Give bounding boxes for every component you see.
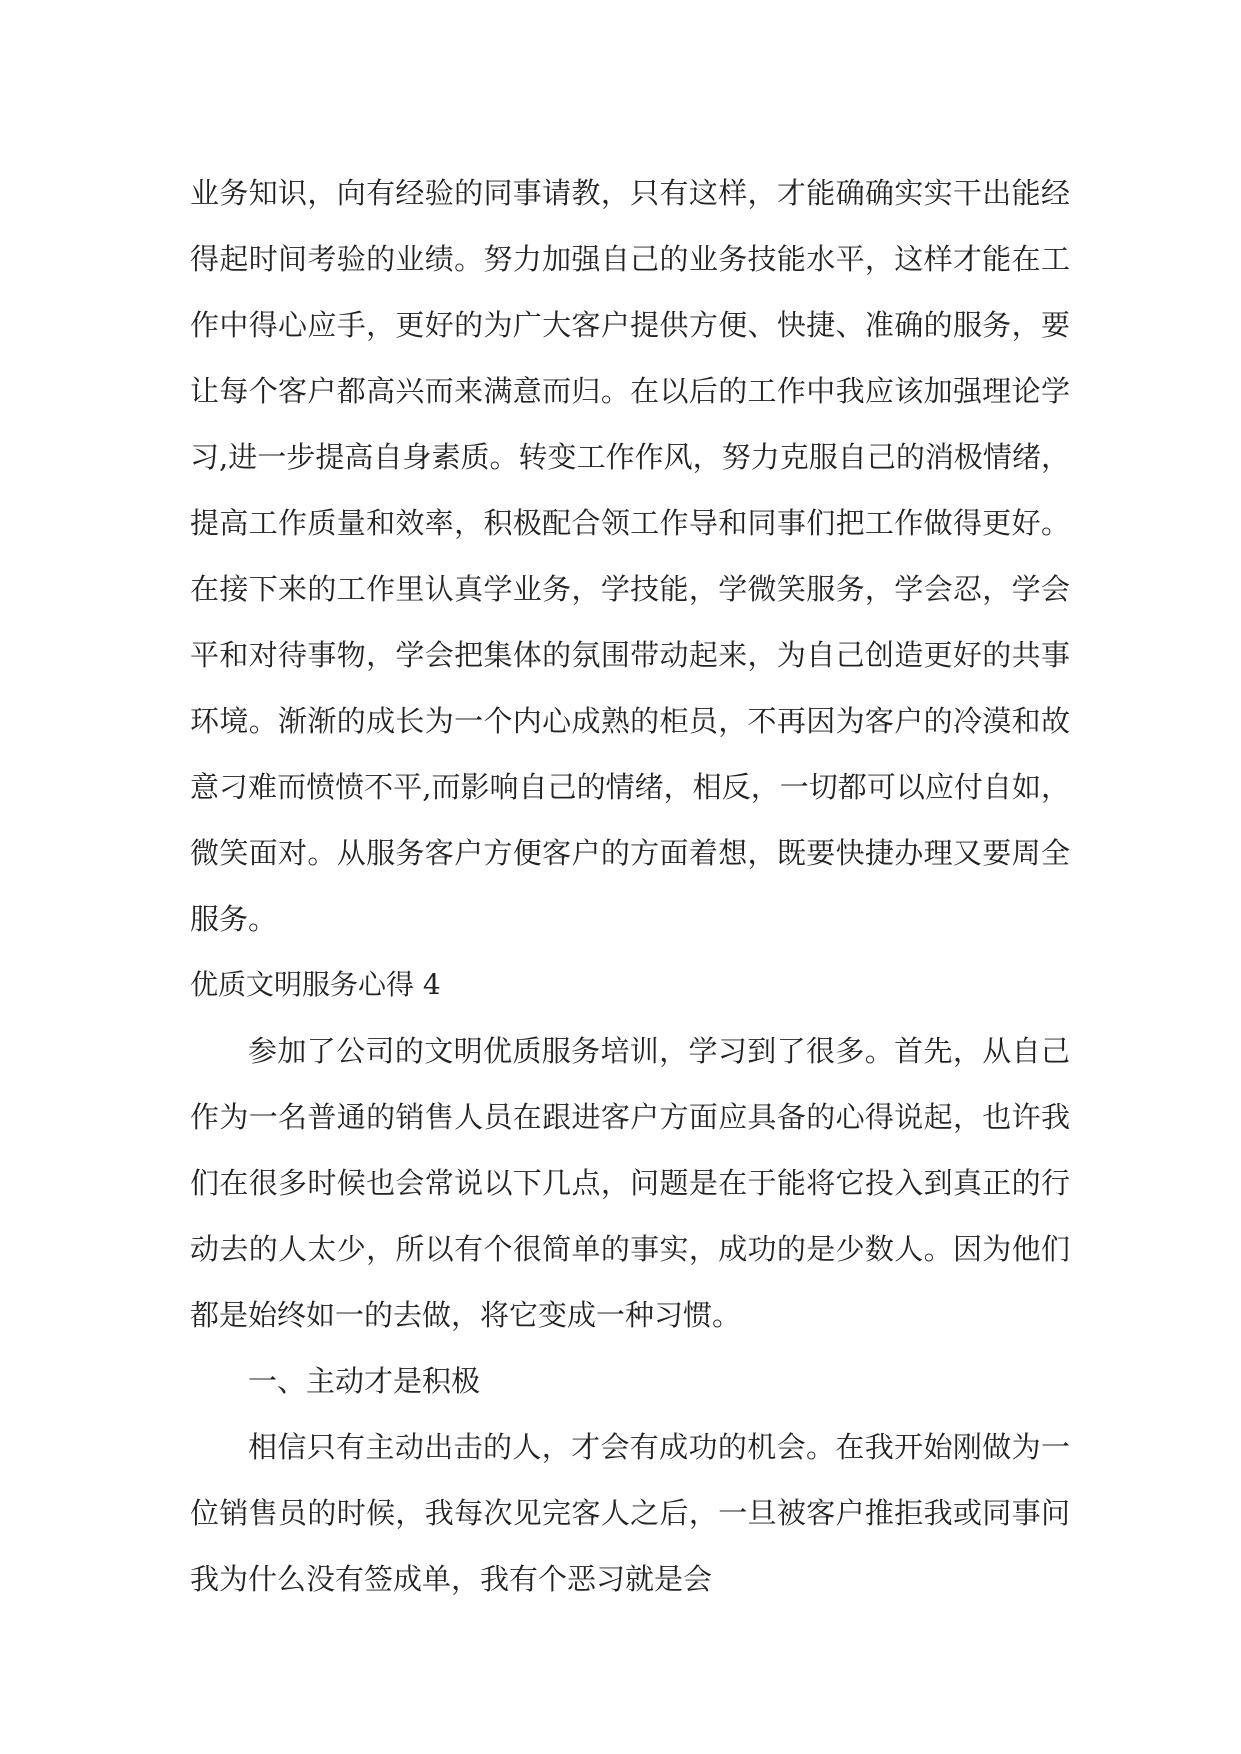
section-title: 优质文明服务心得 4 (190, 968, 441, 1001)
subheading: 一、主动才是积极 (248, 1364, 481, 1398)
paragraph-continued: 业务知识，向有经验的同事请教，只有这样，才能确确实实干出能经得起时间考验的业绩。努力加强自己的业务技能水平，这样才能在工作中得心应手，更好的为广大客户提供方便、快捷、准确的服务，要让每个客户都高兴而来满意而归。在以后的工作中我应该加强理论学习,进一步提高自身素质。转变工作作风，努力克服自己的消极情绪，提高工作质量和效率，积极配合领工作导和同事们把工作做得更好。在接下来的工作里认真学业务，学技能，学微笑服务，学会忍，学会平和对待事物，学会把集体的氛围带动起来，为自己创造更好的共事环境。渐渐的成长为一个内心成熟的柜员，不再因为客户的冷漠和故意刁难而愤愤不平,而影响自己的情绪，相反，一切都可以应付自如，微笑面对。从服务客户方便客户的方面着想，既要快捷办理又要周全服务。 (190, 176, 1070, 936)
paragraph-body: 相信只有主动出击的人，才会有成功的机会。在我开始刚做为一位销售员的时候，我每次见完客人之后，一旦被客户推拒我或同事问我为什么没有签成单，我有个恶习就是会 (190, 1430, 1070, 1596)
paragraph-intro: 参加了公司的文明优质服务培训，学习到了很多。首先，从自己作为一名普通的销售人员在跟进客户方面应具备的心得说起，也许我们在很多时候也会常说以下几点，问题是在于能将它投入到真正的行动去的人太少，所以有个很简单的事实，成功的是少数人。因为他们都是始终如一的去做，将它变成一种习惯。 (190, 1034, 1070, 1332)
document-body (190, 160, 1070, 1612)
